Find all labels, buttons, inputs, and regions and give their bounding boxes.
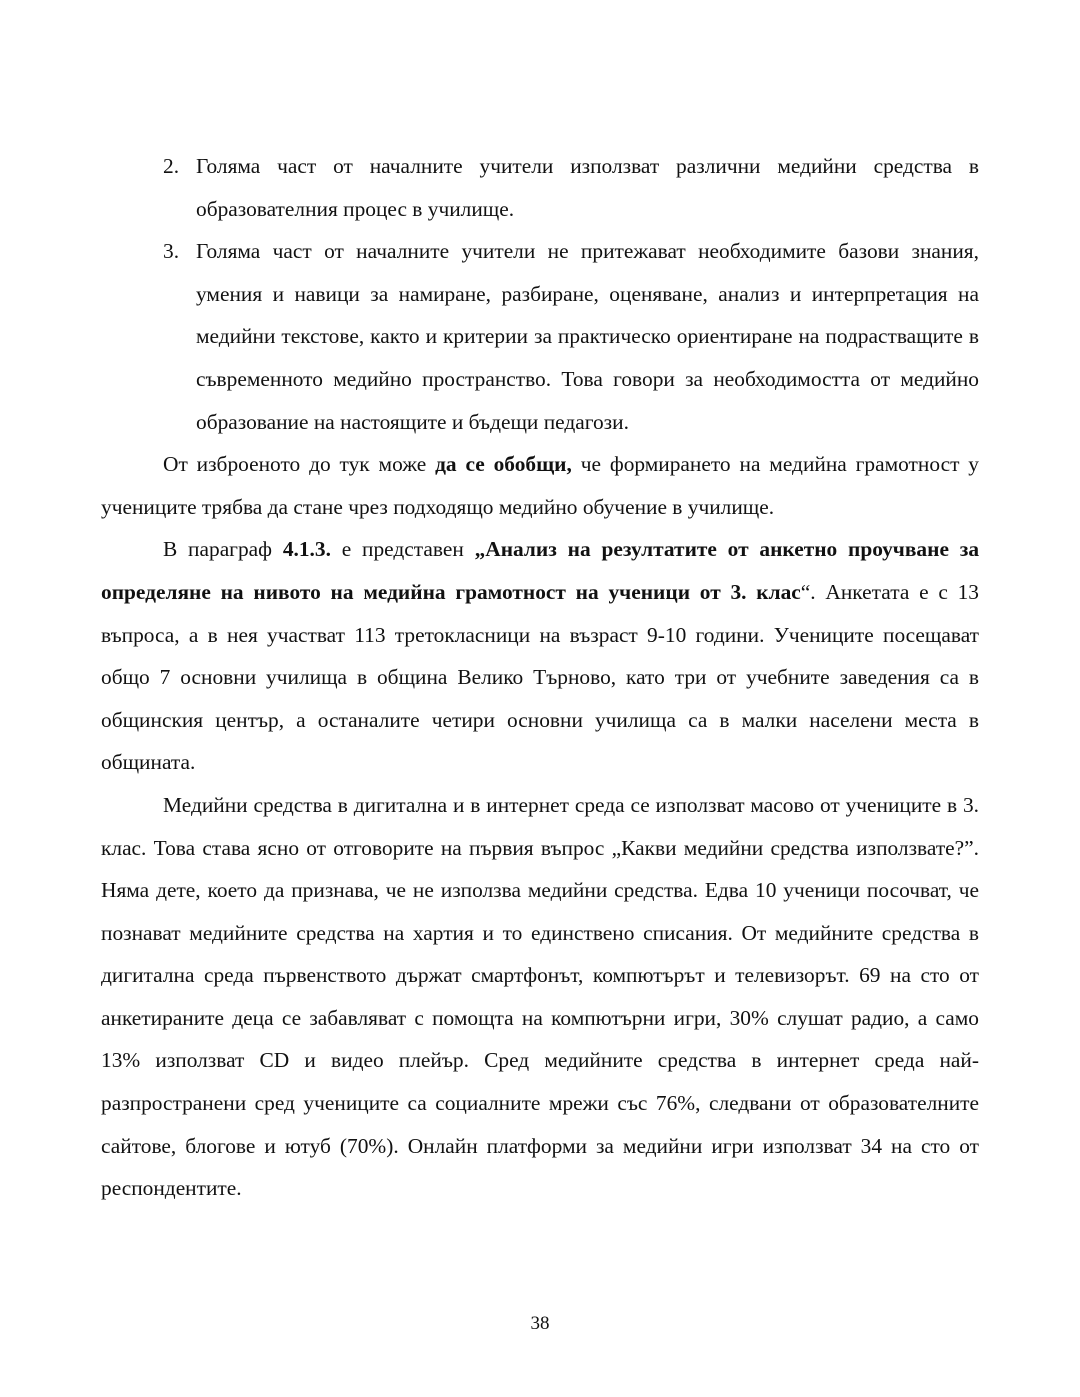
section-reference-paragraph xyxy=(101,528,979,784)
list-number: 2. xyxy=(163,154,180,178)
paragraph-text: е представен xyxy=(330,537,475,562)
paragraph-text: От изброеното до тук може xyxy=(163,452,436,477)
page-number: 38 xyxy=(530,1313,550,1334)
media-usage-paragraph: Медийни средства в дигитална и в интернет среда се използват масово от учениците в 3. клас. Това става ясно от отговорите на първия въпрос „Какви медийни средства използвате?”. Няма дете, което да признава, че не използва медийни средства. Едва 10 ученици посочват, че познават медийните средства на хартия и то единствено списания. От медийните средства в дигитална среда първенството държат смартфонът, компютърът и телевизорът. 69 на сто от анкетираните деца се забавляват с помощта на компютърни игри, 30% слушат радио, а само 13% използват CD и видео плейър. Сред медийните средства в интернет среда най-разпространени сред учениците са социалните мрежи със 76%, следвани от образователните сайтове, блогове и ютуб (70%). Онлайн платформи за медийни игри използват 34 на сто от респондентите. xyxy=(101,792,979,1201)
bold-phrase: да се обобщи, xyxy=(435,452,572,477)
section-number: 4.1.3. xyxy=(282,537,331,562)
section-title: „Анализ на резултатите от анкетно проучване за определяне на нивото на медийна грамотност на ученици от 3. клас xyxy=(101,537,980,604)
paragraph-text: че формирането на медийна грамотност у учениците трябва да стане чрез подходящо медийно обучение в училище. xyxy=(101,452,979,519)
body-text xyxy=(101,145,979,1210)
paragraph-text: “. Анкетата е с 13 въпроса, а в нея участват 113 третокласници на възраст 9-10 години. Учениците посещават общо 7 основни училища в община Велико Търново, като три от учебните заведения са в общинския център, а останалите четири основни училища са в малки населени места в общината. xyxy=(101,579,979,775)
list-item-text: Голяма част от началните учители използват различни медийни средства в образователния процес в училище. xyxy=(196,154,979,221)
list-item-text: Голяма част от началните учители не притежават необходимите базови знания, умения и навици за намиране, разбиране, оценяване, анализ и интерпретация на медийни текстове, както и критерии за практическо ориентиране на подрастващите в съвременното медийно пространство. Това говори за необходимостта от медийно образование на настоящите и бъдещи педагози. xyxy=(196,239,979,434)
list-item-3 xyxy=(101,230,979,443)
list-item-2 xyxy=(101,145,979,230)
list-number: 3. xyxy=(163,239,180,264)
paragraph-text: В параграф xyxy=(163,537,283,562)
summary-paragraph xyxy=(101,443,979,528)
